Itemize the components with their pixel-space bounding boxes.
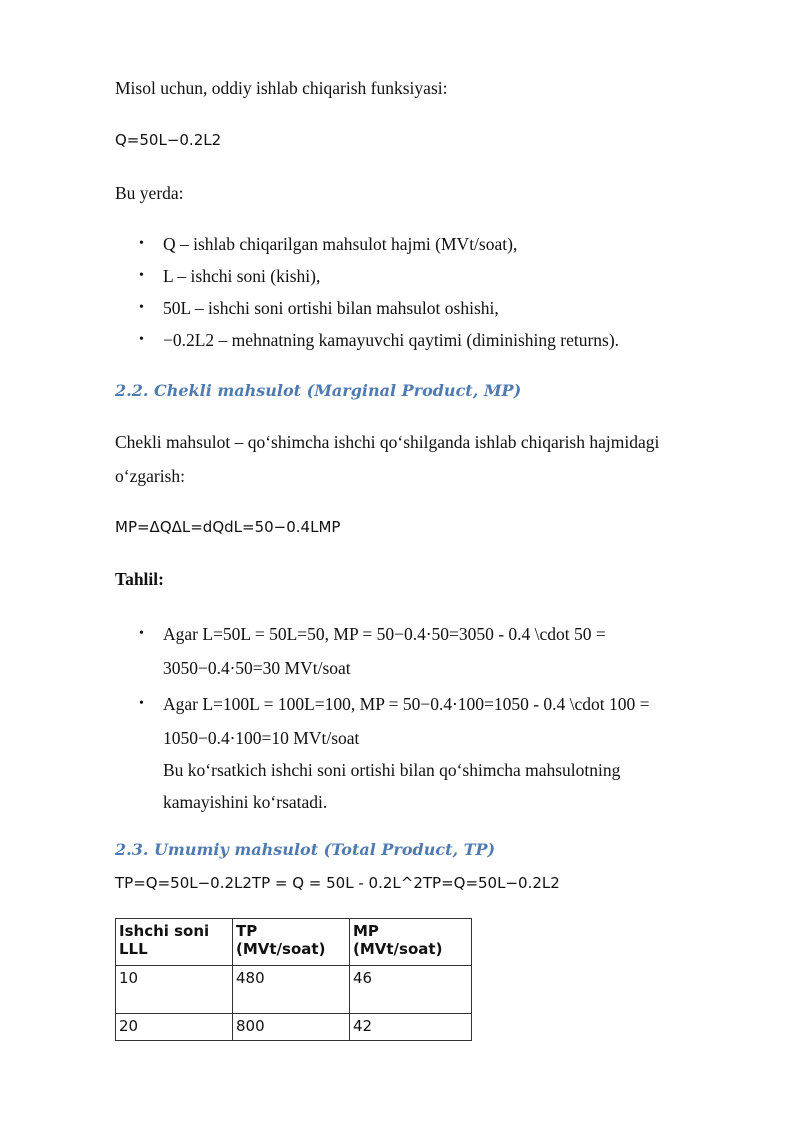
marginal-text-line-2: o‘zgarish: [115, 466, 185, 486]
list-item: • Agar L=50L = 50L=50, MP = 50−0.4⋅50=3050 - 0.4 \cdot 50 = 3050−0.4⋅50=30 MVt/soat [115, 618, 715, 684]
list-item: • Agar L=100L = 100L=100, MP = 50−0.4⋅100=1050 - 0.4 \cdot 100 = 1050−0.4⋅100=10 MVt/soat Bu ko‘rsatkich ishchi soni ortishi bilan qo‘shimcha mahsulotning kamayishini ko‘rsatadi. [115, 688, 715, 818]
bu-yerda-label: Bu yerda: [115, 183, 184, 203]
table-header-cell: MP (MVt/soat) [350, 919, 472, 966]
list-item: • −0.2L2 – mehnatning kamayuvchi qaytimi (diminishing returns). [115, 324, 715, 356]
table-header-row [116, 919, 472, 966]
list-item: • L – ishchi soni (kishi), [115, 260, 715, 292]
table-header-cell: TP (MVt/soat) [233, 919, 350, 966]
formula-mp: MP=ΔQΔL=dQdL=50−0.4LMP [115, 518, 341, 536]
table-cell: 20 [116, 1014, 233, 1041]
table-header-cell: Ishchi soni LLL [116, 919, 233, 966]
data-table [115, 918, 472, 1041]
heading-total-product: 2.3. Umumiy mahsulot (Total Product, TP) [115, 840, 496, 859]
table-row [116, 966, 472, 1014]
table-row [116, 1014, 472, 1041]
intro-paragraph: Misol uchun, oddiy ishlab chiqarish funksiyasi: [115, 78, 448, 98]
table-cell: 10 [116, 966, 233, 1014]
formula-tp: TP=Q=50L−0.2L2TP = Q = 50L - 0.2L^2TP=Q=50L−0.2L2 [115, 874, 560, 892]
list-item: • Q – ishlab chiqarilgan mahsulot hajmi (MVt/soat), [115, 228, 715, 260]
analysis-list [115, 618, 715, 818]
bullet-icon: • [139, 236, 144, 251]
table-cell: 46 [350, 966, 472, 1014]
list-item: • 50L – ishchi soni ortishi bilan mahsulot oshishi, [115, 292, 715, 324]
table-cell: 480 [233, 966, 350, 1014]
marginal-text-line-1: Chekli mahsulot – qo‘shimcha ishchi qo‘shilganda ishlab chiqarish hajmidagi [115, 432, 660, 452]
bullet-icon: • [139, 696, 144, 711]
bullet-icon: • [139, 268, 144, 283]
definition-list [115, 228, 715, 356]
bullet-icon: • [139, 332, 144, 347]
tahlil-label: Tahlil: [115, 569, 164, 589]
bullet-icon: • [139, 300, 144, 315]
heading-marginal-product: 2.2. Chekli mahsulot (Marginal Product, MP) [115, 381, 522, 400]
table-cell: 42 [350, 1014, 472, 1041]
formula-q: Q=50L−0.2L2 [115, 131, 222, 149]
table-cell: 800 [233, 1014, 350, 1041]
bullet-icon: • [139, 626, 144, 641]
